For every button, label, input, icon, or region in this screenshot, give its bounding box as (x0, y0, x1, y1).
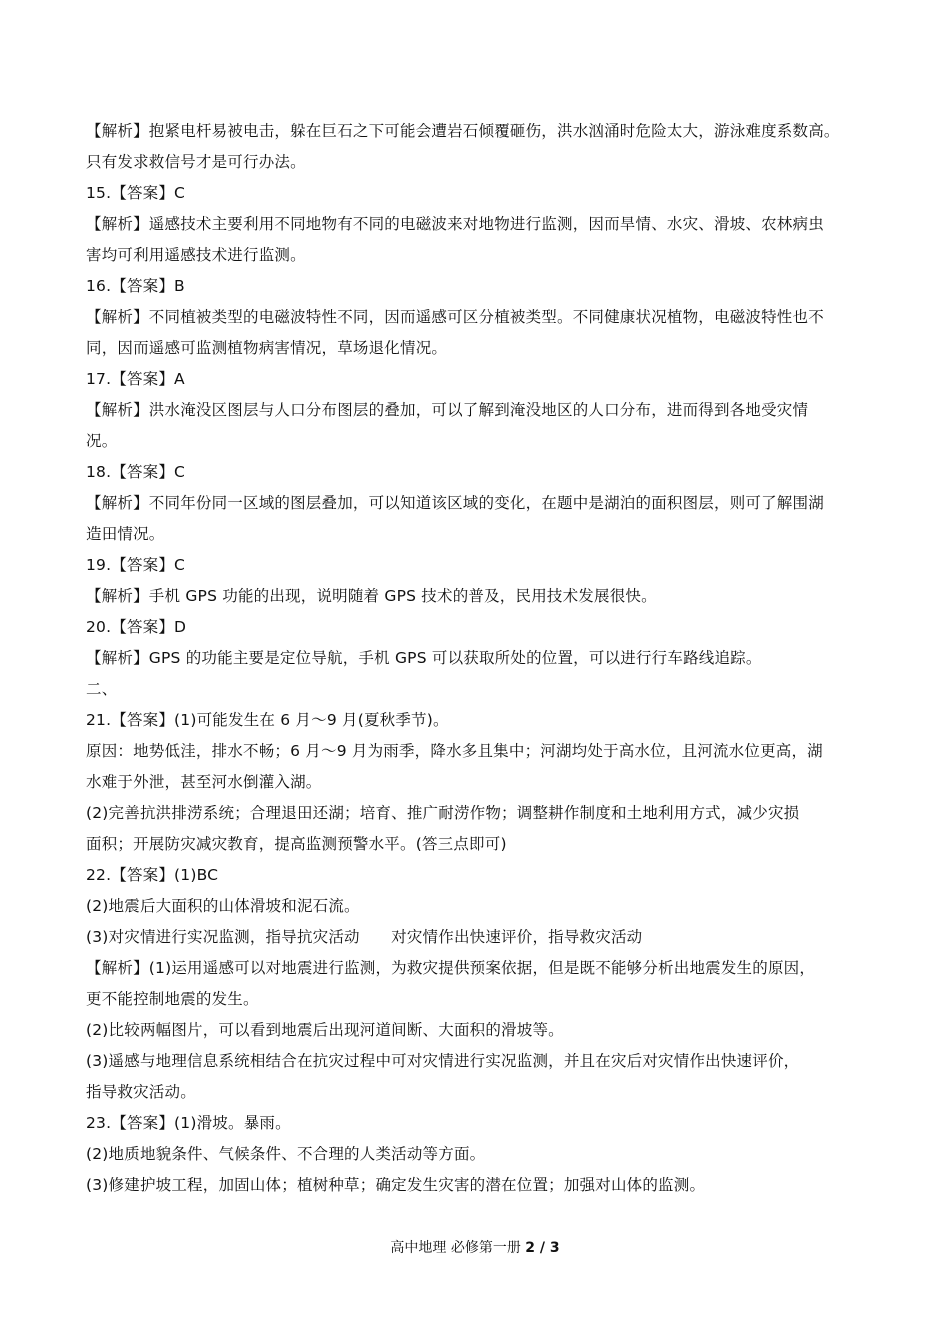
text-line: 同，因而遥感可监测植物病害情况，草场退化情况。 (86, 339, 448, 357)
text-line: 况。 (86, 432, 118, 450)
text-line: 【解析】洪水淹没区图层与人口分布图层的叠加，可以了解到淹没地区的人口分布，进而得到各地受灾情 (86, 401, 809, 419)
answer-content (86, 116, 866, 1201)
text-line: 【解析】(1)运用遥感可以对地震进行监测，为救灾提供预案依据，但是既不能够分析出地震发生的原因， (86, 959, 816, 977)
footer-title: 高中地理 必修第一册 (390, 1240, 521, 1256)
text-line: 16.【答案】B (86, 277, 185, 295)
text-line: (3)遥感与地理信息系统相结合在抗灾过程中可对灾情进行实况监测，并且在灾后对灾情作出快速评价， (86, 1052, 800, 1070)
text-line: (2)完善抗洪排涝系统；合理退田还湖；培育、推广耐涝作物；调整耕作制度和土地利用方式，减少灾损 (86, 804, 800, 822)
text-line: (3)对灾情进行实况监测，指导抗灾活动 对灾情作出快速评价，指导救灾活动 (86, 928, 643, 946)
text-line: 【解析】不同植被类型的电磁波特性不同，因而遥感可区分植被类型。不同健康状况植物，电磁波特性也不 (86, 308, 824, 326)
text-line: 造田情况。 (86, 525, 165, 543)
text-line: 【解析】抱紧电杆易被电击，躲在巨石之下可能会遭岩石倾覆砸伤，洪水汹涌时危险太大，游泳难度系数高。 (86, 122, 840, 140)
text-line: 19.【答案】C (86, 556, 186, 574)
text-line: 二、 (86, 680, 118, 698)
text-line: 22.【答案】(1)BC (86, 866, 219, 884)
text-line: 23.【答案】(1)滑坡。暴雨。 (86, 1114, 291, 1132)
text-line: 21.【答案】(1)可能发生在 6 月～9 月(夏秋季节)。 (86, 711, 449, 729)
text-line: (2)地质地貌条件、气候条件、不合理的人类活动等方面。 (86, 1145, 486, 1163)
text-line: (2)比较两幅图片，可以看到地震后出现河道间断、大面积的滑坡等。 (86, 1021, 564, 1039)
text-line: 【解析】不同年份同一区域的图层叠加，可以知道该区域的变化，在题中是湖泊的面积图层，则可了解围湖 (86, 494, 824, 512)
text-line: 17.【答案】A (86, 370, 185, 388)
text-line: 【解析】遥感技术主要利用不同地物有不同的电磁波来对地物进行监测，因而旱情、水灾、滑坡、农林病虫 (86, 215, 824, 233)
text-line: 原因：地势低洼，排水不畅；6 月～9 月为雨季，降水多且集中；河湖均处于高水位，且河流水位更高，湖 (86, 742, 823, 760)
text-line: 指导救灾活动。 (86, 1083, 196, 1101)
text-line: 【解析】GPS 的功能主要是定位导航，手机 GPS 可以获取所处的位置，可以进行行车路线追踪。 (86, 649, 762, 667)
text-line: 20.【答案】D (86, 618, 187, 636)
text-line: 18.【答案】C (86, 463, 186, 481)
text-line: (3)修建护坡工程，加固山体；植树种草；确定发生灾害的潜在位置；加强对山体的监测。 (86, 1176, 706, 1194)
text-line: 害均可利用遥感技术进行监测。 (86, 246, 306, 264)
text-line: 水难于外泄，甚至河水倒灌入湖。 (86, 773, 322, 791)
text-line: 面积；开展防灾减灾教育，提高监测预警水平。(答三点即可) (86, 835, 507, 853)
text-line: 15.【答案】C (86, 184, 186, 202)
page-footer (0, 1238, 950, 1258)
text-line: 【解析】手机 GPS 功能的出现，说明随着 GPS 技术的普及，民用技术发展很快。 (86, 587, 657, 605)
page-number: 2 / 3 (525, 1240, 560, 1256)
text-line: (2)地震后大面积的山体滑坡和泥石流。 (86, 897, 360, 915)
text-line: 更不能控制地震的发生。 (86, 990, 259, 1008)
text-line: 只有发求救信号才是可行办法。 (86, 153, 306, 171)
